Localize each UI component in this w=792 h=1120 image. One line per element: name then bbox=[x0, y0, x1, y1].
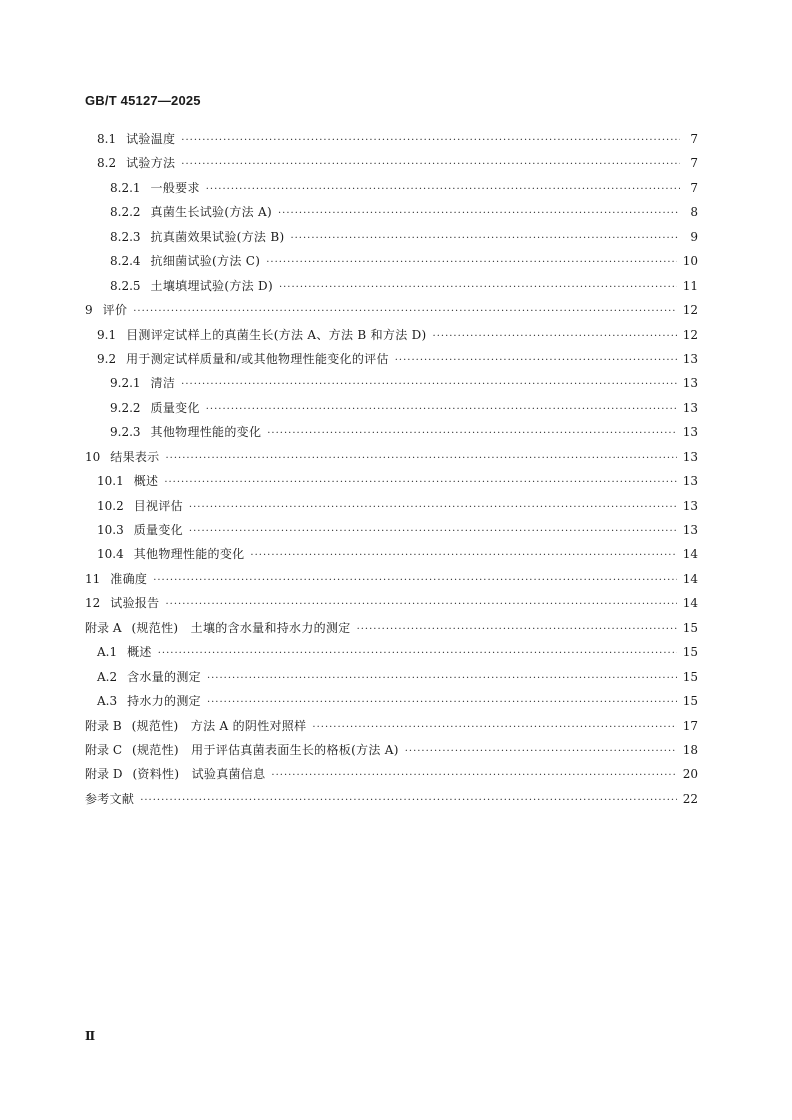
toc-entry-number: 9.1 bbox=[97, 327, 117, 342]
toc-entry-number: 附录 D bbox=[85, 767, 123, 782]
toc-entry-title: 概述 bbox=[127, 645, 152, 660]
toc-entry[interactable] bbox=[85, 640, 698, 664]
toc-entry-number: 9.2.1 bbox=[110, 376, 141, 391]
toc-entry[interactable] bbox=[85, 665, 698, 689]
toc-entry-title: 抗真菌效果试验(方法 B) bbox=[150, 229, 285, 244]
toc-entry[interactable] bbox=[85, 176, 698, 200]
dot-leader bbox=[271, 764, 676, 788]
toc-entry-page: 13 bbox=[682, 498, 698, 513]
toc-entry-page: 18 bbox=[682, 742, 698, 757]
toc-entry-page: 12 bbox=[682, 327, 698, 342]
toc-entry-number: 8.2 bbox=[97, 156, 117, 171]
toc-entry-number: 附录 A bbox=[85, 620, 122, 635]
toc-entry[interactable] bbox=[85, 274, 698, 298]
toc-entry-number: 8.2.2 bbox=[110, 205, 141, 220]
dot-leader bbox=[405, 740, 677, 764]
toc-entry-page: 13 bbox=[682, 449, 698, 464]
toc-entry-number: 12 bbox=[85, 596, 101, 611]
toc-entry-title: 概述 bbox=[133, 474, 159, 489]
toc-entry-title: (规范性) 土壤的含水量和持水力的测定 bbox=[131, 620, 351, 635]
toc-entry[interactable] bbox=[85, 323, 698, 347]
toc-entry-title: 土壤填埋试验(方法 D) bbox=[150, 278, 273, 293]
toc-entry-page: 22 bbox=[682, 791, 698, 806]
dot-leader bbox=[395, 349, 677, 373]
dot-leader bbox=[140, 789, 677, 813]
toc-entry-title: 质量变化 bbox=[133, 523, 183, 537]
dot-leader bbox=[181, 129, 680, 153]
toc-entry[interactable] bbox=[85, 371, 698, 395]
dot-leader bbox=[165, 447, 676, 471]
toc-entry[interactable] bbox=[85, 225, 698, 249]
toc-entry[interactable] bbox=[85, 249, 698, 273]
dot-leader bbox=[207, 667, 677, 691]
toc-entry-page: 7 bbox=[690, 180, 698, 195]
dot-leader bbox=[357, 618, 677, 642]
dot-leader bbox=[158, 642, 677, 666]
toc-entry-page: 9 bbox=[690, 229, 698, 244]
toc-entry-number: 11 bbox=[85, 571, 101, 586]
toc-entry-page: 17 bbox=[682, 718, 698, 733]
toc-entry-title: 准确度 bbox=[110, 571, 148, 586]
toc-entry-title: 持水力的测定 bbox=[127, 694, 201, 709]
toc-entry-title: 试验报告 bbox=[110, 596, 160, 611]
toc-entry-page: 13 bbox=[682, 376, 698, 391]
dot-leader bbox=[206, 398, 677, 422]
toc-entry-title: 真菌生长试验(方法 A) bbox=[150, 205, 272, 220]
toc-entry-page: 13 bbox=[682, 523, 698, 537]
dot-leader bbox=[267, 422, 676, 446]
toc-entry-title: 抗细菌试验(方法 C) bbox=[150, 254, 261, 269]
toc-entry-title: 试验温度 bbox=[126, 132, 176, 146]
toc-entry-number: 10.2 bbox=[97, 498, 124, 513]
dot-leader bbox=[207, 691, 677, 715]
toc-entry[interactable] bbox=[85, 469, 698, 493]
toc-entry-title: 目测评定试样上的真菌生长(方法 A、方法 B 和方法 D) bbox=[126, 327, 427, 342]
toc-entry-title: 含水量的测定 bbox=[127, 669, 201, 684]
toc-entry-page: 11 bbox=[682, 278, 698, 293]
dot-leader bbox=[312, 716, 676, 740]
toc-entry[interactable] bbox=[85, 689, 698, 713]
toc-entry[interactable] bbox=[85, 591, 698, 615]
toc-entry[interactable] bbox=[85, 396, 698, 420]
toc-entry-title: (规范性) 用于评估真菌表面生长的格板(方法 A) bbox=[132, 742, 399, 757]
dot-leader bbox=[290, 227, 680, 251]
dot-leader bbox=[189, 520, 677, 544]
toc-entry-title: 清洁 bbox=[150, 376, 176, 391]
toc-entry-title: 其他物理性能的变化 bbox=[133, 547, 245, 562]
dot-leader bbox=[133, 300, 676, 324]
toc-entry-number: 9.2.2 bbox=[110, 400, 141, 415]
toc-entry-title: 用于测定试样质量和/或其他物理性能变化的评估 bbox=[126, 351, 389, 366]
toc-entry[interactable] bbox=[85, 347, 698, 371]
toc-entry-page: 13 bbox=[682, 425, 698, 440]
toc-entry-page: 14 bbox=[682, 596, 698, 611]
toc-entry[interactable] bbox=[85, 567, 698, 591]
toc-entry[interactable] bbox=[85, 616, 698, 640]
toc-entry-number: A.1 bbox=[97, 645, 118, 660]
toc-entry-title: 试验方法 bbox=[126, 156, 176, 171]
dot-leader bbox=[164, 471, 676, 495]
toc-entry-page: 14 bbox=[682, 571, 698, 586]
toc-entry-page: 7 bbox=[690, 156, 698, 171]
dot-leader bbox=[433, 325, 677, 349]
toc-entry-page: 13 bbox=[682, 351, 698, 366]
toc-entry-title: 一般要求 bbox=[150, 180, 200, 195]
toc-entry-number: A.3 bbox=[97, 694, 118, 709]
toc-entry-page: 13 bbox=[682, 400, 698, 415]
toc-entry-page: 10 bbox=[682, 254, 698, 269]
toc-entry-page: 15 bbox=[682, 694, 698, 709]
toc-entry-page: 8 bbox=[690, 205, 698, 220]
dot-leader bbox=[181, 373, 677, 397]
toc-entry-number: 10.1 bbox=[97, 474, 124, 489]
dot-leader bbox=[266, 251, 677, 275]
toc-entry[interactable] bbox=[85, 738, 698, 762]
toc-entry-number: 8.2.3 bbox=[110, 229, 141, 244]
toc-entry-page: 12 bbox=[682, 303, 698, 318]
toc-entry-title: (资料性) 试验真菌信息 bbox=[132, 767, 266, 782]
toc-entry-number: 10 bbox=[85, 449, 101, 464]
toc-entry[interactable] bbox=[85, 542, 698, 566]
standard-code-header: GB/T 45127—2025 bbox=[85, 93, 201, 108]
toc-entry-title: 其他物理性能的变化 bbox=[150, 425, 262, 440]
toc-entry[interactable] bbox=[85, 127, 698, 151]
toc-entry-number: 8.2.4 bbox=[110, 254, 141, 269]
toc-entry[interactable] bbox=[85, 298, 698, 322]
toc-entry[interactable] bbox=[85, 200, 698, 224]
toc-entry-number: 8.1 bbox=[97, 132, 117, 146]
toc-entry[interactable] bbox=[85, 787, 698, 811]
dot-leader bbox=[165, 593, 676, 617]
toc-entry-title: 质量变化 bbox=[150, 400, 200, 415]
dot-leader bbox=[189, 496, 677, 520]
toc-entry-page: 7 bbox=[690, 132, 698, 146]
dot-leader bbox=[206, 178, 680, 202]
dot-leader bbox=[250, 544, 676, 568]
table-of-contents bbox=[85, 127, 698, 811]
toc-entry[interactable] bbox=[85, 714, 698, 738]
toc-entry-number: 10.4 bbox=[97, 547, 124, 562]
toc-entry-number: 10.3 bbox=[97, 523, 124, 537]
toc-entry-page: 15 bbox=[682, 620, 698, 635]
toc-entry-title: 目视评估 bbox=[133, 498, 183, 513]
toc-entry-title: 结果表示 bbox=[110, 449, 160, 464]
toc-entry[interactable] bbox=[85, 420, 698, 444]
toc-entry-title: 评价 bbox=[102, 303, 128, 318]
toc-entry-page: 20 bbox=[682, 767, 698, 782]
dot-leader bbox=[279, 276, 677, 300]
toc-entry-number: 8.2.5 bbox=[110, 278, 141, 293]
dot-leader bbox=[153, 569, 677, 593]
toc-entry-number: 附录 C bbox=[85, 742, 122, 757]
toc-entry-number: 附录 B bbox=[85, 718, 122, 733]
toc-entry-page: 13 bbox=[682, 474, 698, 489]
toc-entry[interactable] bbox=[85, 762, 698, 786]
toc-entry-title: (规范性) 方法 A 的阴性对照样 bbox=[131, 718, 307, 733]
toc-entry-number: 9 bbox=[85, 303, 93, 318]
page-number-footer: Ⅱ bbox=[85, 1029, 96, 1043]
dot-leader bbox=[181, 153, 680, 177]
dot-leader bbox=[278, 202, 680, 226]
toc-entry[interactable] bbox=[85, 494, 698, 518]
toc-entry-number: 8.2.1 bbox=[110, 180, 141, 195]
toc-entry[interactable] bbox=[85, 445, 698, 469]
toc-entry-number: 9.2 bbox=[97, 351, 117, 366]
toc-entry[interactable] bbox=[85, 518, 698, 542]
toc-entry[interactable] bbox=[85, 151, 698, 175]
toc-entry-number: 9.2.3 bbox=[110, 425, 141, 440]
toc-entry-page: 15 bbox=[682, 645, 698, 660]
toc-entry-title: 参考文献 bbox=[85, 791, 135, 806]
toc-entry-number: A.2 bbox=[97, 669, 118, 684]
toc-entry-page: 14 bbox=[682, 547, 698, 562]
toc-entry-page: 15 bbox=[682, 669, 698, 684]
